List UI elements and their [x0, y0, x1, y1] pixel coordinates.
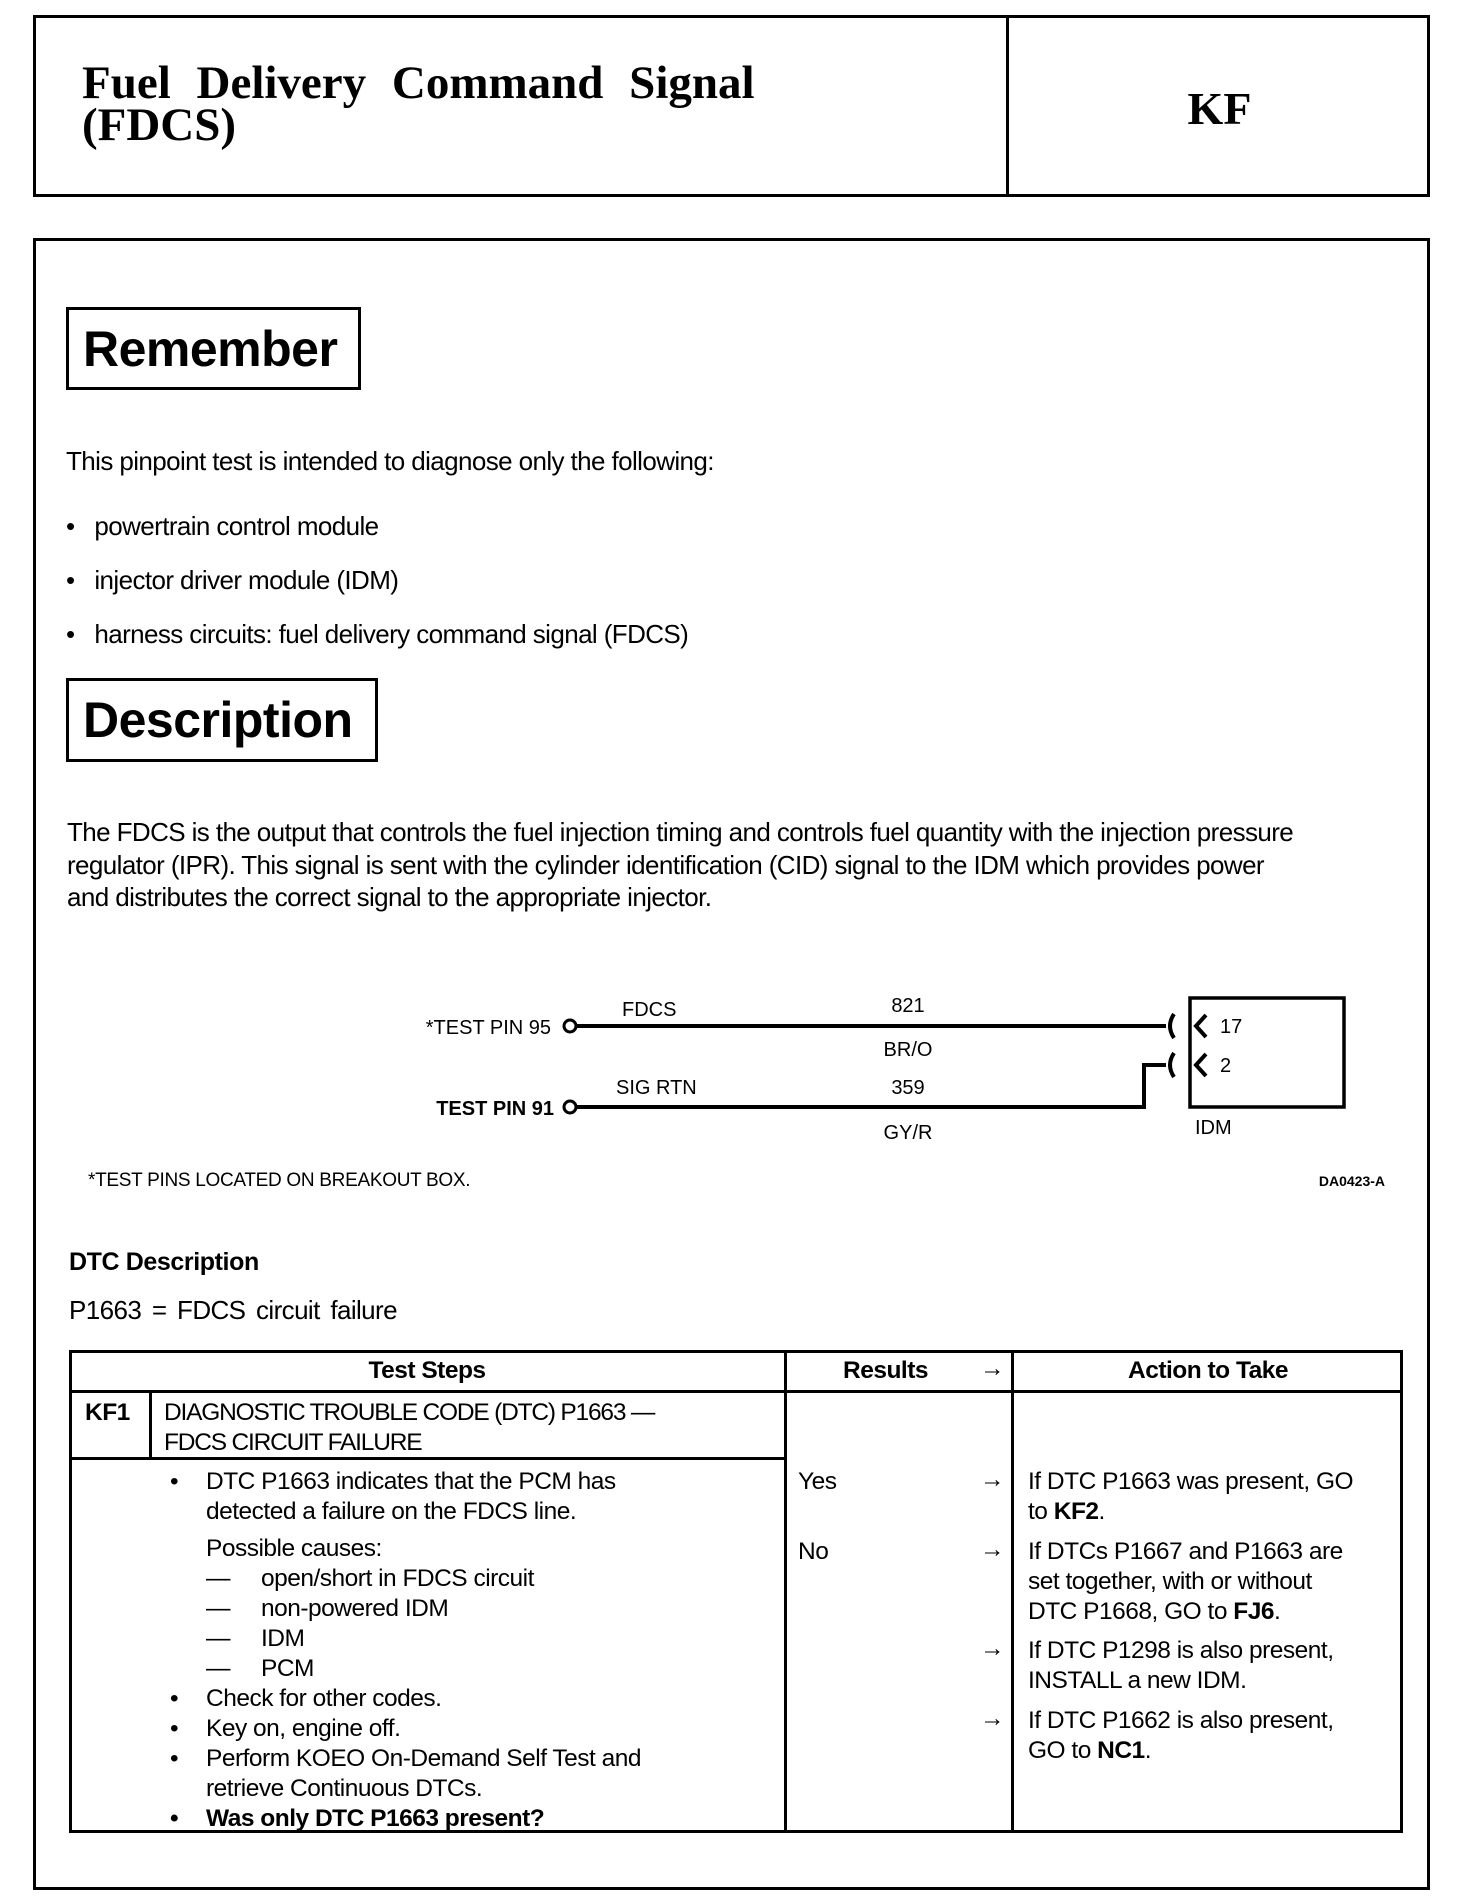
list-item-text: powertrain control module — [94, 511, 379, 541]
description-line: and distributes the correct signal to the appropriate injector. — [67, 882, 712, 912]
pin-17-label: 17 — [1220, 1016, 1243, 1038]
remember-list — [66, 499, 688, 661]
action-col-divider — [1011, 1350, 1014, 1833]
description-heading: Description — [66, 678, 378, 762]
results-col-divider — [784, 1350, 787, 1833]
goto-fj6-link[interactable]: FJ6 — [1233, 1598, 1274, 1625]
arrow-icon: → — [980, 1635, 1004, 1662]
diagram-footnote: *TEST PINS LOCATED ON BREAKOUT BOX. — [88, 1170, 471, 1191]
header-action: Action to Take — [1128, 1357, 1288, 1384]
pin-2-label: 2 — [1220, 1055, 1232, 1077]
arrow-icon: → — [980, 1705, 1004, 1732]
step-title-line: FDCS CIRCUIT FAILURE — [164, 1429, 422, 1456]
section-code: KF — [1187, 83, 1252, 134]
list-item: • powertrain control module — [66, 511, 379, 541]
action-fj6: If DTCs P1667 and P1663 are set together, with or without DTC P1668, GO to FJ6. — [1028, 1538, 1343, 1625]
causes-label: Possible causes: — [206, 1535, 382, 1562]
step-question: • Was only DTC P1663 present? — [170, 1805, 545, 1832]
test-pin-91-terminal — [564, 1101, 576, 1113]
description-line: regulator (IPR). This signal is sent with the cylinder identification (CID) signal to the IDM which provides power — [67, 849, 1264, 880]
list-item-text: injector driver module (IDM) — [94, 565, 399, 595]
idm-label: IDM — [1195, 1117, 1232, 1139]
sig-rtn-label: SIG RTN — [616, 1077, 697, 1099]
cause-item: — PCM — [206, 1655, 314, 1682]
circuit-359: 359 — [891, 1077, 925, 1099]
test-pin-91-label: TEST PIN 91 — [436, 1098, 554, 1120]
figure-id: DA0423-A — [1318, 1173, 1385, 1189]
dtc-line — [69, 1295, 397, 1326]
header-test-steps: Test Steps — [368, 1357, 486, 1384]
dtc-equals: = — [151, 1295, 167, 1325]
description-text — [67, 816, 1293, 914]
connector-17 — [1170, 1014, 1174, 1038]
step-text: detected a failure on the FDCS line. — [206, 1498, 577, 1525]
step-bullet: • Key on, engine off. — [170, 1715, 401, 1742]
pin-2-mark — [1196, 1054, 1206, 1076]
goto-kf2-link[interactable]: KF2 — [1053, 1498, 1099, 1525]
title-line-2: (FDCS) — [82, 99, 237, 151]
pin-17-mark — [1196, 1015, 1206, 1037]
result-no: No — [798, 1538, 829, 1565]
step-bullet: • Check for other codes. — [170, 1685, 442, 1712]
wiring-diagram — [0, 980, 1472, 1160]
action-nc1: If DTC P1662 is also present, GO to NC1. — [1028, 1707, 1334, 1764]
arrow-icon: → — [980, 1466, 1004, 1493]
arrow-icon: → — [980, 1536, 1004, 1563]
test-pin-95-terminal — [564, 1020, 576, 1032]
cause-item: — IDM — [206, 1625, 305, 1652]
circuit-821: 821 — [891, 995, 925, 1017]
table-header-rule — [69, 1390, 1403, 1393]
dtc-code: P1663 — [69, 1295, 142, 1325]
remember-intro: This pinpoint test is intended to diagnose only the following: — [66, 446, 714, 476]
step-bullet: • DTC P1663 indicates that the PCM has — [170, 1468, 616, 1495]
step-text: retrieve Continuous DTCs. — [206, 1775, 483, 1802]
step-title — [164, 1398, 654, 1458]
goto-nc1-link[interactable]: NC1 — [1097, 1737, 1145, 1764]
list-item-text: harness circuits: fuel delivery command signal (FDCS) — [94, 619, 689, 649]
connector-2 — [1170, 1053, 1174, 1077]
header-arrow-icon: → — [980, 1355, 1004, 1382]
wire-color-gyr: GY/R — [883, 1122, 933, 1144]
cause-item: — non-powered IDM — [206, 1595, 449, 1622]
fdcs-label: FDCS — [622, 999, 677, 1021]
result-yes: Yes — [798, 1468, 837, 1495]
test-pin-95-label: *TEST PIN 95 — [425, 1017, 551, 1039]
description-line: The FDCS is the output that controls the fuel injection timing and controls fuel quantity with the injection pressure — [67, 817, 1294, 847]
title-line-1: Fuel Delivery Command Signal — [82, 57, 755, 109]
dtc-text: FDCS circuit failure — [177, 1295, 397, 1325]
action-install-idm: If DTC P1298 is also present, INSTALL a new IDM. — [1028, 1637, 1334, 1694]
idm-box — [1190, 998, 1344, 1107]
wire-color-bro: BR/O — [883, 1039, 933, 1061]
dtc-heading: DTC Description — [69, 1248, 259, 1276]
list-item: • harness circuits: fuel delivery command signal (FDCS) — [66, 619, 689, 649]
page-title — [82, 57, 755, 151]
step-bullet: • Perform KOEO On-Demand Self Test and — [170, 1745, 641, 1772]
remember-heading: Remember — [66, 307, 361, 390]
step-id-divider — [149, 1391, 152, 1459]
list-item: • injector driver module (IDM) — [66, 565, 399, 595]
action-kf2: If DTC P1663 was present, GO to KF2. — [1028, 1468, 1354, 1525]
step-id: KF1 — [85, 1399, 130, 1426]
cause-item: — open/short in FDCS circuit — [206, 1565, 534, 1592]
header-results: Results — [843, 1357, 929, 1384]
step-instructions — [170, 1467, 641, 1834]
step-title-line: DIAGNOSTIC TROUBLE CODE (DTC) P1663 — — [164, 1399, 655, 1426]
step-text: DTC P1663 indicates that the PCM has — [206, 1468, 616, 1495]
